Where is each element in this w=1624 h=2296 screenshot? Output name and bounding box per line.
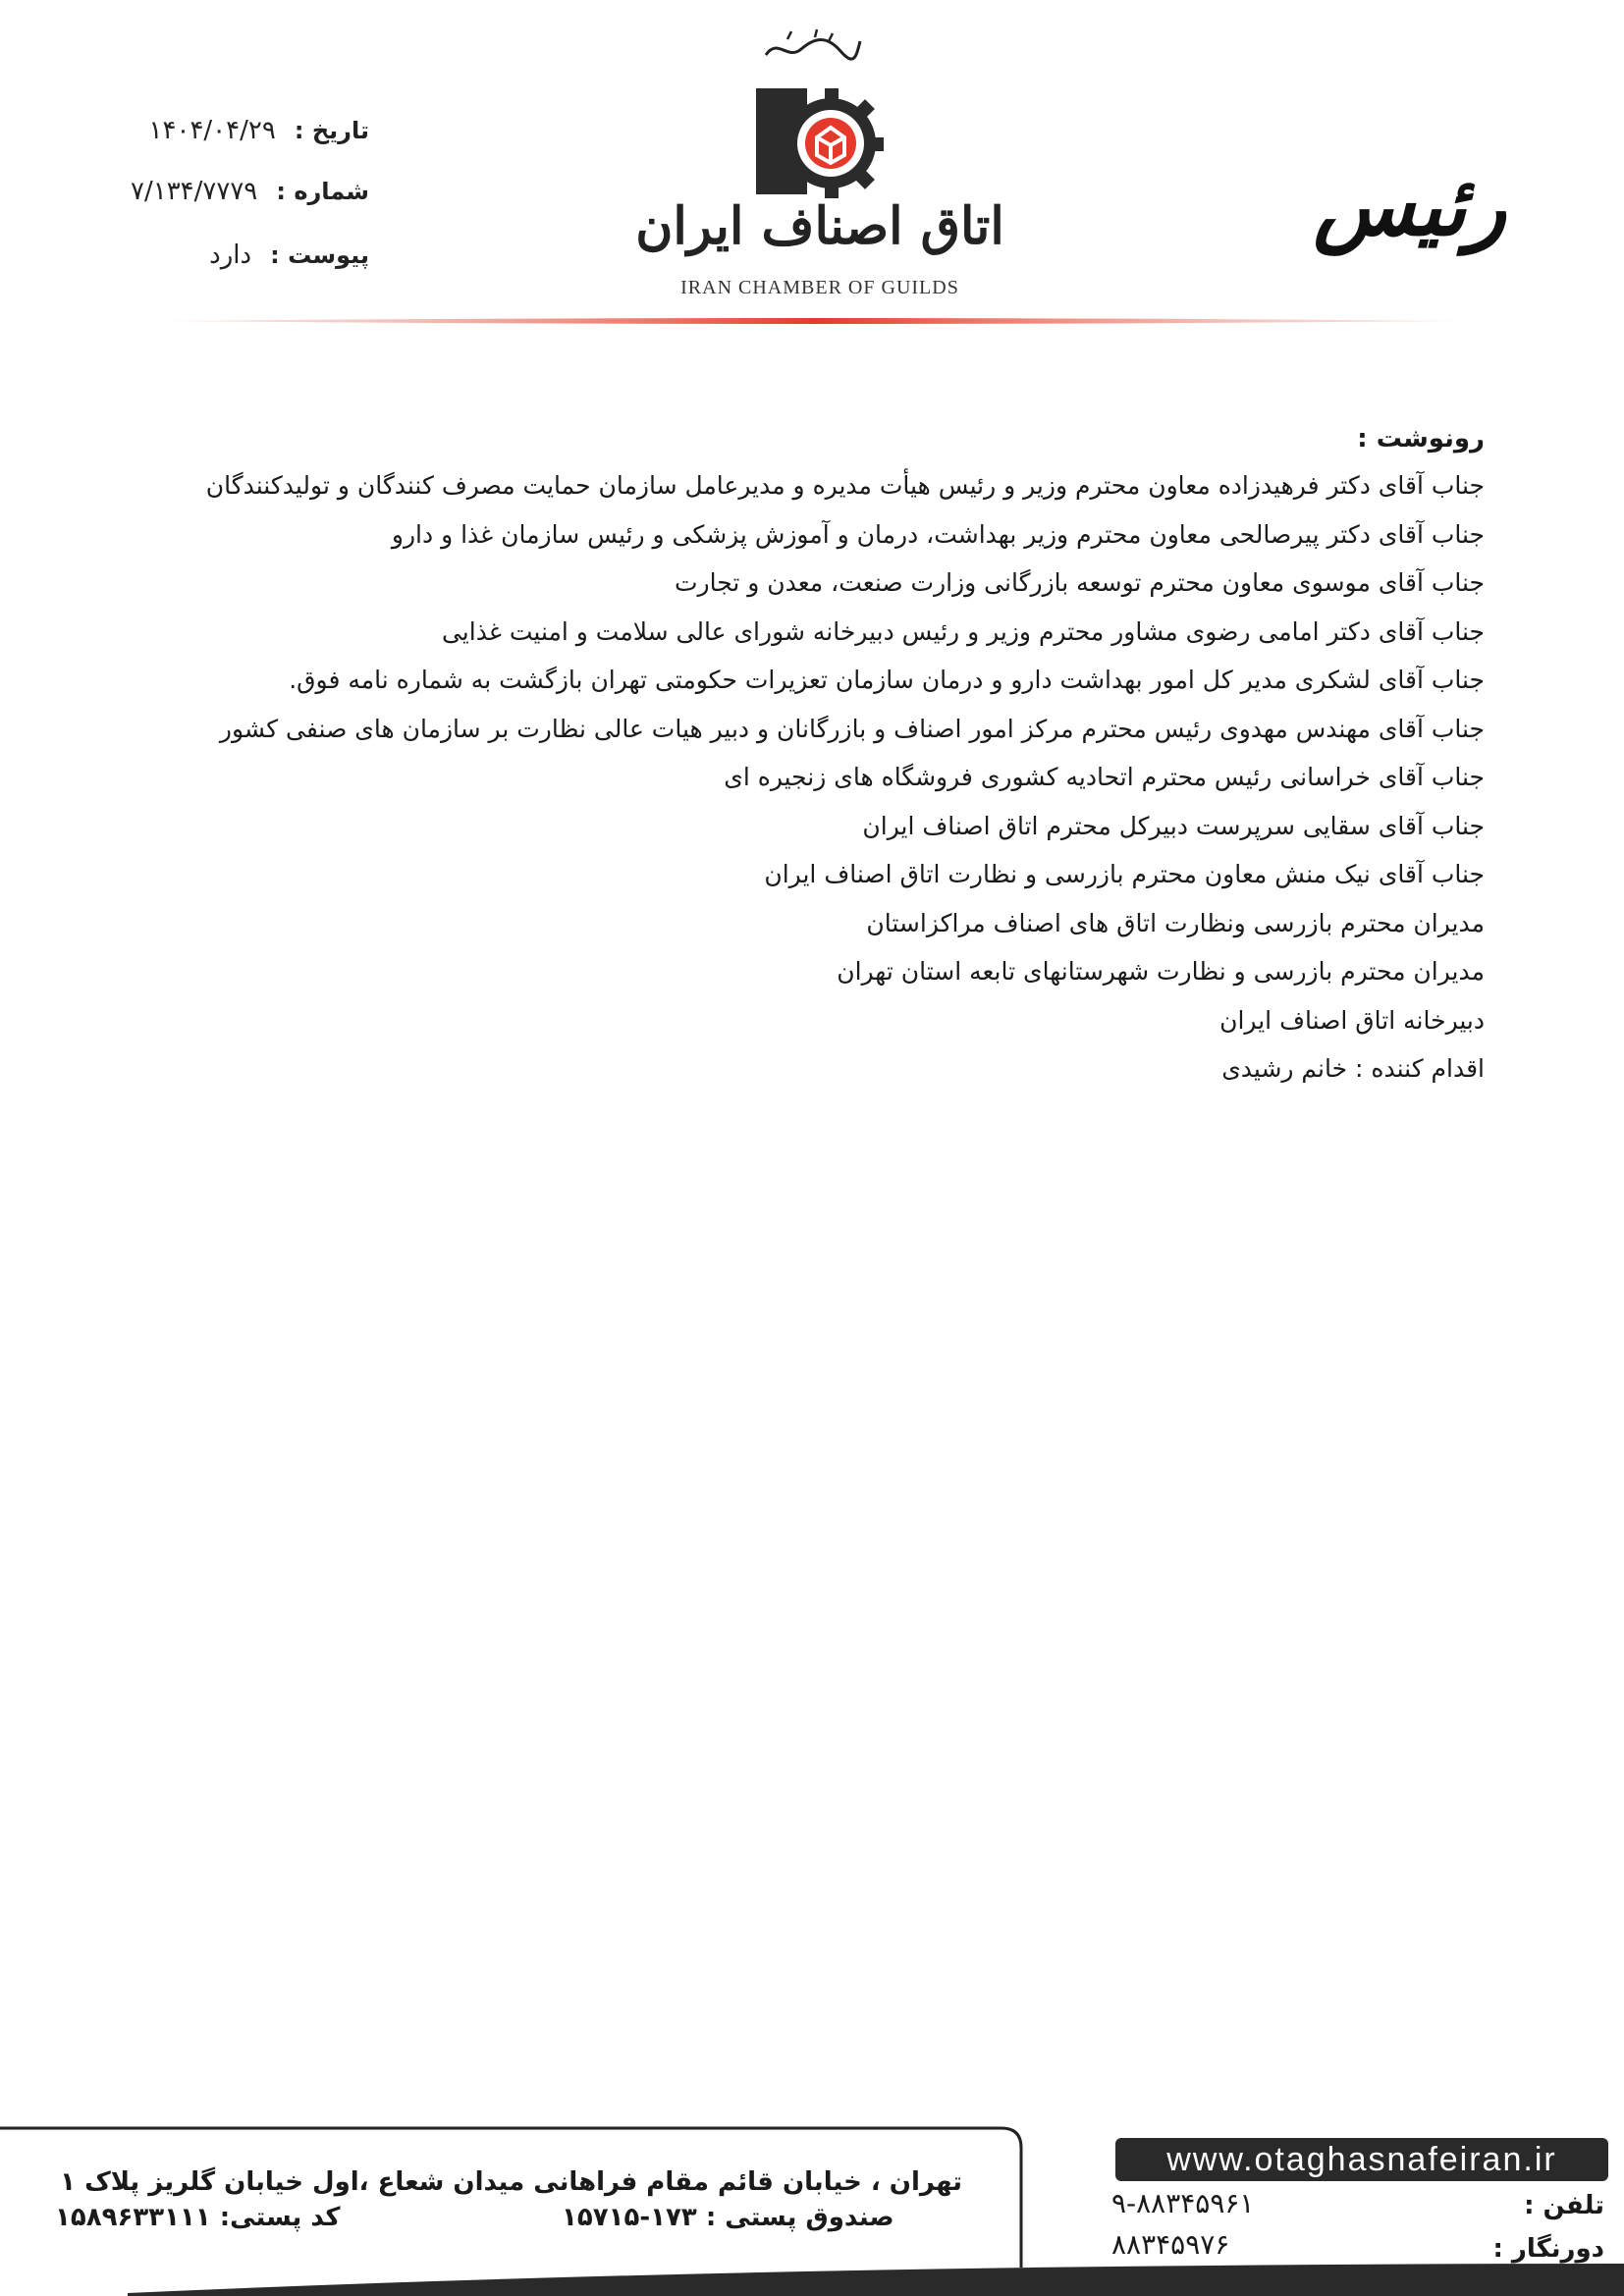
po-box: صندوق پستی : ۱۷۳-۱۵۷۱۵ [562,2203,894,2232]
cc-line: جناب آقای دکتر فرهیدزاده معاون محترم وزیر و رئیس هیأت مدیره و مدیرعامل سازمان حمایت مصرف کنندگان و تولیدکنندگان [205,471,1485,500]
cc-line: مدیران محترم بازرسی و نظارت شهرستانهای تابعه استان تهران [837,957,1485,986]
date-row [114,116,369,145]
cc-line: جناب آقای سقایی سرپرست دبیرکل محترم اتاق اصناف ایران [862,811,1485,840]
attachment-value: دارد [209,240,252,270]
address-line: تهران ، خیابان قائم مقام فراهانی میدان شعاع ،اول خیابان گلریز پلاک ۱ [60,2167,962,2197]
phone-value: ۹-۸۸۳۴۵۹۶۱ [1111,2187,1255,2219]
cc-line: جناب آقای نیک منش معاون محترم بازرسی و نظارت اتاق اصناف ایران [764,860,1485,888]
cc-line: جناب آقای موسوی معاون محترم توسعه بازرگانی وزارت صنعت، معدن و تجارت [674,568,1485,597]
number-row [114,177,369,206]
cc-line: جناب آقای دکتر امامی رضوی مشاور محترم وزیر و رئیس دبیرخانه شورای عالی سلامت و امنیت غذایی [441,616,1485,646]
attachment-row [114,240,369,270]
logo-persian-name: اتاق اصناف ایران [635,196,1004,256]
date-label: تاریخ : [294,117,369,144]
cc-line: جناب آقای مهندس مهدوی رئیس محترم مرکز امور اصناف و بازرگانان و دبیر هیات عالی نظارت بر سازمان های صنفی کشور [219,714,1485,743]
cc-line: دبیرخانه اتاق اصناف ایران [1219,1005,1485,1035]
cc-line: مدیران محترم بازرسی ونظارت اتاق های اصناف مراکزاستان [866,908,1485,937]
logo-english-name: IRAN CHAMBER OF GUILDS [680,277,959,298]
fax-label: دورنگار : [1492,2234,1604,2264]
cc-line: جناب آقای لشکری مدیر کل امور بهداشت دارو و درمان سازمان تعزیرات حکومتی تهران بازگشت به شماره نامه فوق. [289,666,1485,694]
cc-heading: رونوشت : [1357,424,1485,454]
attachment-label: پیوست : [270,241,369,269]
number-label: شماره : [276,178,369,205]
fax-value: ۸۸۳۴۵۹۷۶ [1111,2228,1230,2261]
basmala-calligraphy [758,27,866,67]
postal-code: کد پستی: ۱۵۸۹۶۳۳۱۱۱ [55,2203,341,2232]
number-value: ۷/۱۳۴/۷۷۷۹ [131,177,258,206]
chamber-logo-icon [748,82,886,200]
phone-label: تلفن : [1524,2191,1604,2220]
raees-title: رئیس [1313,157,1506,254]
website-link[interactable]: www.otaghasnafeiran.ir [1115,2138,1608,2181]
date-value: ۱۴۰۴/۰۴/۲۹ [148,116,276,145]
cc-line: جناب آقای خراسانی رئیس محترم اتحادیه کشوری فروشگاه های زنجیره ای [724,763,1485,791]
cc-line: جناب آقای دکتر پیرصالحی معاون محترم وزیر بهداشت، درمان و آموزش پزشکی و رئیس سازمان غذا و دارو [391,519,1485,549]
actioned-by-line: اقدام کننده : خانم رشیدی [1221,1054,1485,1083]
header-divider [167,317,1463,325]
letter-body [179,424,1485,1094]
